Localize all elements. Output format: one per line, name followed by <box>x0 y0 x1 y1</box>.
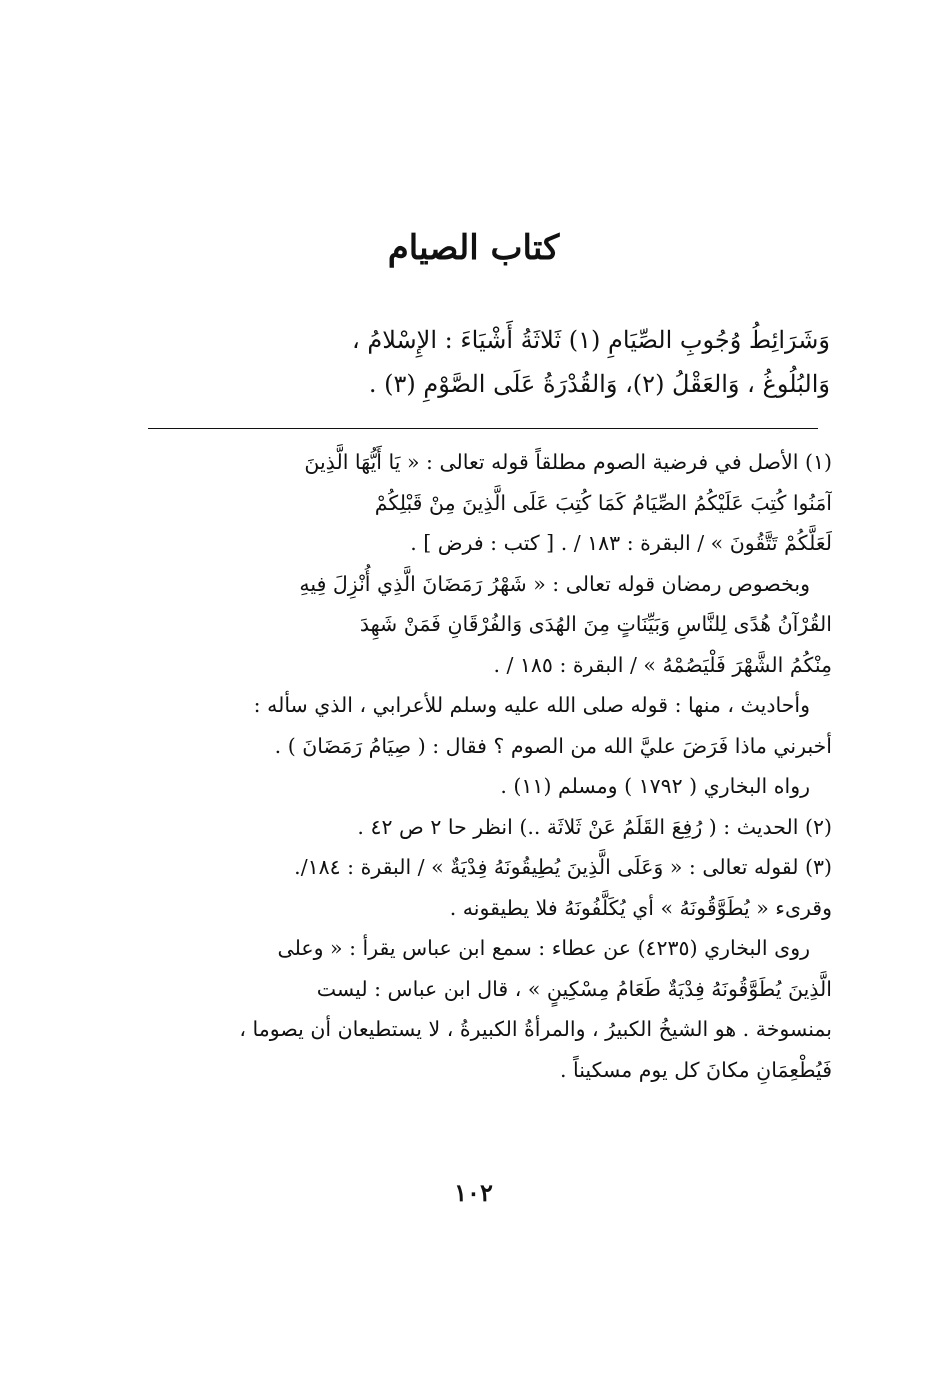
footnote-line: أخبرني ماذا فَرَضَ عليَّ الله من الصوم ؟ فقال : ( صِيَامُ رَمَضَانَ ) . <box>274 733 832 758</box>
main-text-line: وَشَرَائِطُ وُجُوبِ الصِّيَامِ (١) ثَلاثَةُ أَشْيَاءَ : الإِسْلامُ ، <box>352 326 830 354</box>
chapter-title: كتاب الصيام <box>387 228 560 268</box>
footnote-divider <box>148 428 818 429</box>
footnote-line: وقرىء « يُطَوَّقُونَهُ » أي يُكَلَّفُونَهُ فلا يطيقونه . <box>449 895 832 920</box>
footnote-line: وأحاديث ، منها : قوله صلى الله عليه وسلم للأعرابي ، الذي سأله : <box>253 693 810 717</box>
main-text <box>150 318 830 406</box>
footnote-line: لَعَلَّكُمْ تَتَّقُونَ » / البقرة : ١٨٣ / . [ كتب : فرض ] . <box>410 531 832 555</box>
footnote-line: رواه البخاري ( ١٧٩٢ ) ومسلم (١١) . <box>500 774 810 798</box>
footnote-line: آمَنُوا كُتِبَ عَلَيْكُمُ الصِّيَامُ كَمَا كُتِبَ عَلَى الَّذِينَ مِنْ قَبْلِكُمْ <box>374 490 832 515</box>
page-number: ١٠٢ <box>454 1178 493 1207</box>
footnote-line: فَيُطْعِمَانِ مكانَ كل يوم مسكيناً . <box>559 1057 832 1082</box>
footnote-line: (٣) لقوله تعالى : « وَعَلَى الَّذِينَ يُطِيقُونَهُ فِدْيَةٌ » / البقرة : ١٨٤/. <box>294 855 832 879</box>
footnote-line: بمنسوخة . هو الشيخُ الكبيرُ ، والمرأةُ الكبيرةُ ، لا يستطيعان أن يصوما ، <box>239 1017 832 1041</box>
footnote-line: روى البخاري (٤٢٣٥) عن عطاء : سمع ابن عباس يقرأ : « وعلى <box>277 936 810 960</box>
footnotes <box>132 442 832 1090</box>
footnote-line: (٢) الحديث : ( رُفِعَ القَلَمُ عَنْ ثَلاثَة ..) انظر حا ٢ ص ٤٢ . <box>357 814 832 839</box>
footnote-line: وبخصوص رمضان قوله تعالى : « شَهْرُ رَمَضَانَ الَّذِي أُنْزِلَ فِيهِ <box>299 571 810 596</box>
footnote-line: مِنْكُمُ الشَّهْرَ فَلْيَصُمْهُ » / البقرة : ١٨٥ / . <box>493 652 832 677</box>
main-text-line: وَالبُلُوغُ ، وَالعَقْلُ (٢)، وَالقُدْرَةُ عَلَى الصَّوْمِ (٣) . <box>368 370 830 398</box>
footnote-line: الَّذِينَ يُطَوَّقُونَهُ فِدْيَةٌ طَعَامُ مِسْكِينٍ » ، قال ابن عباس : ليست <box>316 976 832 1001</box>
footnote-line: (١) الأصل في فرضية الصوم مطلقاً قوله تعالى : « يَا أَيُّهَا الَّذِينَ <box>304 450 832 474</box>
footnote-line: القُرْآنُ هُدًى لِلنَّاسِ وَبَيِّنَاتٍ مِنَ الهُدَى وَالفُرْقَانِ فَمَنْ شَهِدَ <box>359 612 832 636</box>
